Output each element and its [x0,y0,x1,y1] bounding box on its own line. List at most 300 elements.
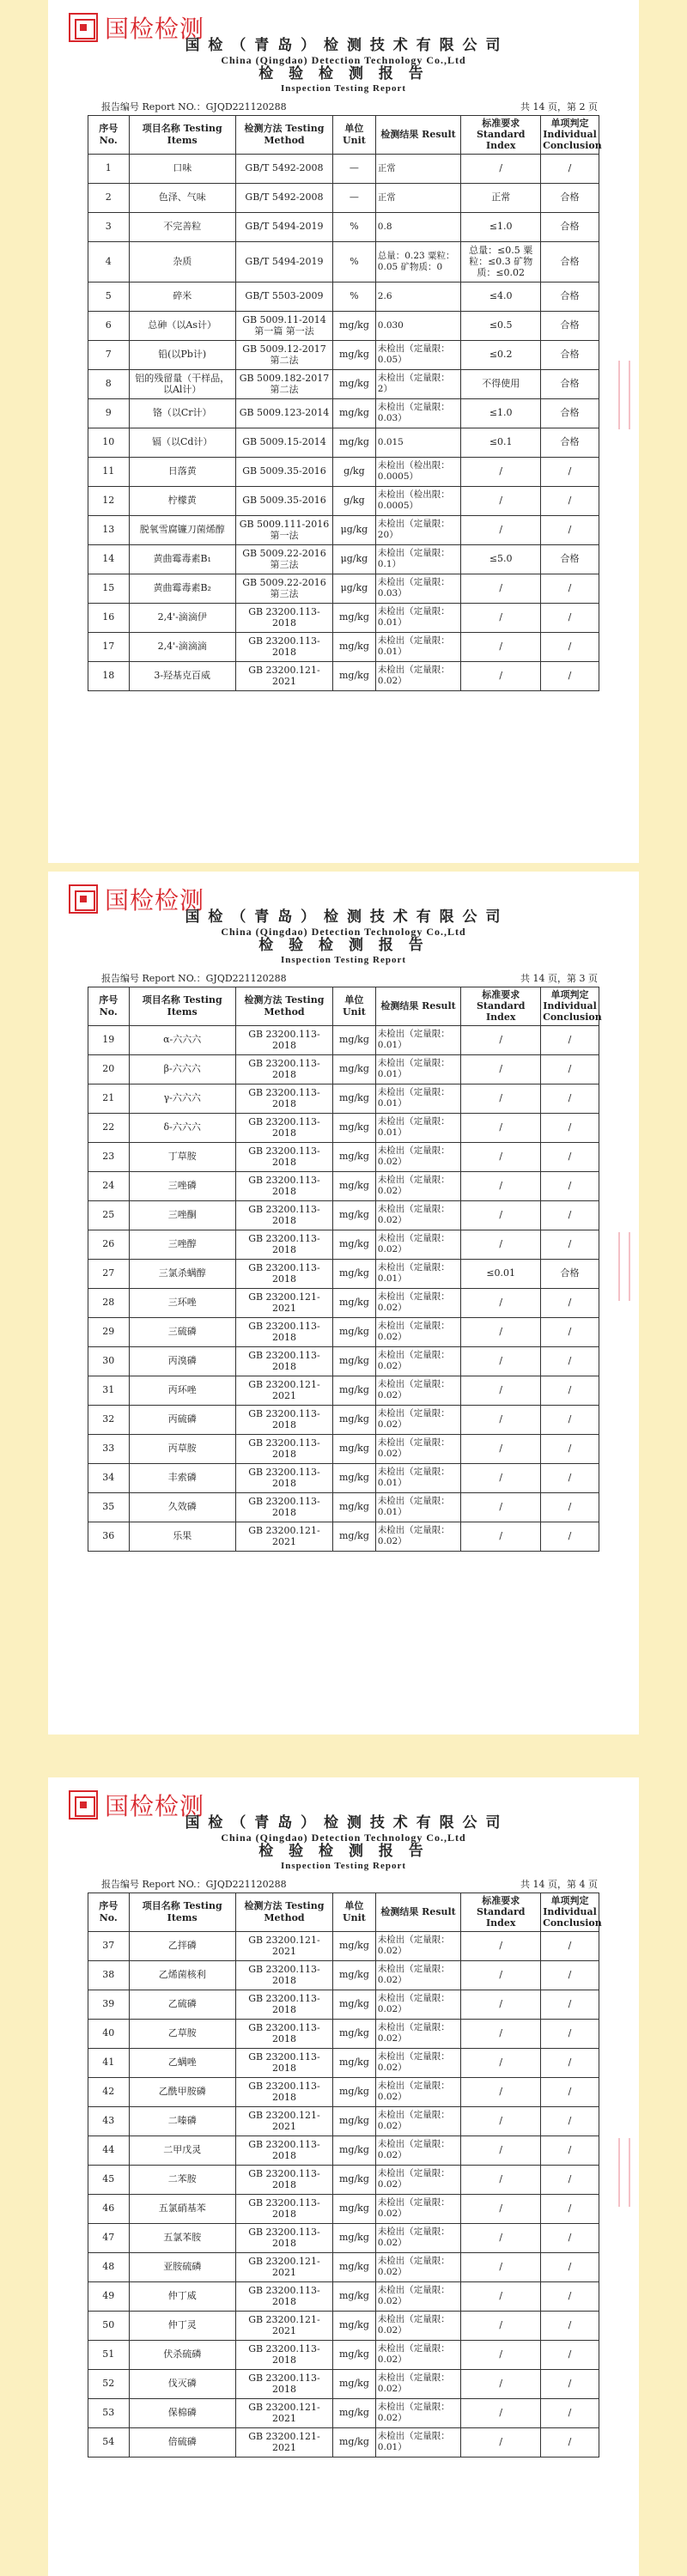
table-cell: 48 [88,2252,130,2281]
table-cell: mg/kg [333,1522,376,1551]
table-row [88,311,599,340]
table-cell: / [541,457,599,486]
report-title-cn: 检 验 检 测 报 告 [258,65,429,83]
table-cell: μg/kg [333,574,376,603]
table-row [88,241,599,282]
table-cell: 2 [88,183,130,212]
table-cell: / [541,2369,599,2398]
column-header: 检测方法 Testing Method [235,987,332,1025]
table-cell: GB 23200.113-2018 [235,2369,332,2398]
table-cell: 丙环唑 [129,1376,235,1405]
table-cell: / [461,154,541,183]
table-cell: 乙螨唑 [129,2048,235,2077]
logo-text: 国检检测 [105,886,205,914]
table-cell: GB 23200.113-2018 [235,1960,332,1990]
table-cell: / [461,1522,541,1551]
table-row [88,1463,599,1492]
table-cell: 未检出（定量限：0.02） [375,2369,461,2398]
table-cell: / [541,1025,599,1054]
table-cell: GB 23200.121-2021 [235,2106,332,2136]
table-cell: 24 [88,1171,130,1200]
table-cell: 5 [88,282,130,311]
table-cell: % [333,241,376,282]
table-cell: / [541,2427,599,2457]
table-cell: 未检出（定量限：0.02） [375,1990,461,2019]
table-cell: mg/kg [333,428,376,457]
table-cell: / [541,603,599,632]
report-number: 报告编号 Report NO.：GJQD221120288 [101,100,287,112]
table-cell: 保棉磷 [129,2398,235,2427]
table-cell: 8 [88,369,130,398]
table-row [88,1259,599,1288]
table-cell: 未检出（定量限：0.02） [375,1960,461,1990]
table-cell: 28 [88,1288,130,1317]
table-row [88,1200,599,1230]
table-cell: 54 [88,2427,130,2457]
table-cell: 未检出（定量限：0.02） [375,1171,461,1200]
company-name-cn: 国 检 （ 青 岛 ） 检 测 技 术 有 限 公 司 [185,37,502,54]
table-cell: / [461,1171,541,1200]
report-meta [88,100,599,115]
column-header: 单位 Unit [333,115,376,154]
report-meta [88,1877,599,1893]
table-cell: / [461,1230,541,1259]
table-cell: / [541,1346,599,1376]
table-cell: GB 5009.11-2014 第一篇 第一法 [235,311,332,340]
table-row [88,2194,599,2223]
table-cell: / [541,1230,599,1259]
table-cell: / [461,1288,541,1317]
table-cell: 未检出（定量限：0.01） [375,603,461,632]
table-row [88,1113,599,1142]
table-cell: / [541,661,599,690]
column-header: 序号 No. [88,1893,130,1931]
table-row [88,212,599,241]
table-cell: / [461,1931,541,1960]
table-cell: / [461,2398,541,2427]
table-row [88,2106,599,2136]
table-cell: / [541,1288,599,1317]
table-cell: GB 23200.113-2018 [235,2136,332,2165]
table-cell: 未检出（定量限：0.01） [375,2427,461,2457]
table-cell: mg/kg [333,1405,376,1434]
table-cell: mg/kg [333,1931,376,1960]
table-cell: 19 [88,1025,130,1054]
table-cell: / [461,515,541,544]
table-cell: 0.030 [375,311,461,340]
table-cell: 2,4'-滴滴滴 [129,632,235,661]
table-cell: 未检出（定量限：0.02） [375,2340,461,2369]
table-cell: / [541,2281,599,2311]
table-cell: ≤1.0 [461,212,541,241]
table-cell: 未检出（检出限：0.0005） [375,486,461,515]
table-cell: / [541,2194,599,2223]
table-cell: 正常 [375,183,461,212]
table-cell: 未检出（定量限：0.02） [375,661,461,690]
results-table [88,115,602,691]
table-cell: 37 [88,1931,130,1960]
company-logo [69,10,204,45]
table-cell: 五氯苯胺 [129,2223,235,2252]
table-cell: / [541,2398,599,2427]
table-cell: 未检出（定量限：0.02） [375,2398,461,2427]
table-cell: / [541,1960,599,1990]
page-info: 共 14 页，第 4 页 [520,1878,598,1890]
table-row [88,661,599,690]
table-cell: / [541,2252,599,2281]
table-cell: GB 23200.121-2021 [235,661,332,690]
table-cell: 二甲戊灵 [129,2136,235,2165]
table-cell: 伐灭磷 [129,2369,235,2398]
table-cell: GB 23200.121-2021 [235,2427,332,2457]
table-cell: 未检出（定量限：0.03） [375,398,461,428]
column-header: 检测结果 Result [375,1893,461,1931]
logo-mark-icon [69,884,98,914]
table-cell: mg/kg [333,1084,376,1113]
table-cell: GB 23200.113-2018 [235,1200,332,1230]
table-cell: 伏杀硫磷 [129,2340,235,2369]
company-name-en: China (Qingdao) Detection Technology Co.,Ltd [221,925,466,938]
table-cell: 1 [88,154,130,183]
table-cell: / [461,2048,541,2077]
table-cell: GB 23200.113-2018 [235,1405,332,1434]
table-row [88,603,599,632]
table-row [88,398,599,428]
table-row [88,544,599,574]
table-cell: 未检出（定量限：0.03） [375,574,461,603]
report-number: 报告编号 Report NO.：GJQD221120288 [101,1878,287,1890]
table-cell: mg/kg [333,1990,376,2019]
company-logo [69,1788,204,1822]
report-meta [88,971,599,987]
table-cell: 二嗪磷 [129,2106,235,2136]
table-cell: / [541,1317,599,1346]
table-cell: 未检出（定量限：0.02） [375,1376,461,1405]
table-cell: 34 [88,1463,130,1492]
table-cell: 30 [88,1346,130,1376]
table-cell: / [541,1990,599,2019]
table-cell: % [333,282,376,311]
table-cell: mg/kg [333,632,376,661]
company-name-cn: 国 检 （ 青 岛 ） 检 测 技 术 有 限 公 司 [185,908,502,926]
table-cell: 未检出（定量限：20） [375,515,461,544]
table-cell: GB 23200.121-2021 [235,2252,332,2281]
table-cell: 25 [88,1200,130,1230]
table-cell: mg/kg [333,2281,376,2311]
table-cell: 14 [88,544,130,574]
table-cell: mg/kg [333,1142,376,1171]
table-cell: 0.015 [375,428,461,457]
table-cell: GB/T 5494-2019 [235,241,332,282]
table-row [88,1054,599,1084]
table-cell: 未检出（定量限：0.02） [375,2019,461,2048]
table-cell: GB 23200.113-2018 [235,2048,332,2077]
table-cell: 合格 [541,398,599,428]
table-cell: mg/kg [333,2398,376,2427]
table-cell: — [333,183,376,212]
table-cell: 未检出（定量限：0.02） [375,2048,461,2077]
table-row [88,1376,599,1405]
table-cell: 11 [88,457,130,486]
table-cell: μg/kg [333,515,376,544]
table-cell: 未检出（定量限：0.02） [375,2194,461,2223]
table-cell: / [461,1492,541,1522]
table-row [88,574,599,603]
table-cell: / [461,1463,541,1492]
table-cell: 未检出（定量限：0.02） [375,1142,461,1171]
table-cell: 仲丁威 [129,2281,235,2311]
table-cell: / [461,2223,541,2252]
table-cell: GB 5009.12-2017 第二法 [235,340,332,369]
table-cell: / [541,2077,599,2106]
table-row [88,340,599,369]
table-cell: mg/kg [333,1492,376,1522]
table-cell: 27 [88,1259,130,1288]
table-cell: GB 23200.113-2018 [235,1492,332,1522]
table-cell: 三环唑 [129,1288,235,1317]
table-cell: / [461,1025,541,1054]
table-cell: 53 [88,2398,130,2427]
table-cell: 29 [88,1317,130,1346]
table-row [88,2019,599,2048]
table-row [88,369,599,398]
table-cell: / [541,1113,599,1142]
table-cell: 合格 [541,311,599,340]
table-row [88,1434,599,1463]
table-cell: 铬（以Cr计） [129,398,235,428]
table-cell: / [461,1142,541,1171]
table-row [88,1084,599,1113]
table-cell: 未检出（定量限：0.01） [375,1259,461,1288]
table-cell: mg/kg [333,1171,376,1200]
table-cell: 51 [88,2340,130,2369]
column-header: 标准要求 Standard Index [461,115,541,154]
table-row [88,183,599,212]
page-info: 共 14 页，第 2 页 [520,100,598,112]
table-cell: 未检出（定量限：0.01） [375,632,461,661]
table-cell: 未检出（定量限：0.02） [375,1405,461,1434]
column-header: 检测方法 Testing Method [235,1893,332,1931]
table-row [88,457,599,486]
table-cell: 18 [88,661,130,690]
table-row [88,1346,599,1376]
table-cell: ≤0.1 [461,428,541,457]
table-cell: 40 [88,2019,130,2048]
table-row [88,2427,599,2457]
table-cell: 6 [88,311,130,340]
report-page [48,1777,639,2576]
table-cell: 未检出（定量限：0.02） [375,1317,461,1346]
table-cell: 丙草胺 [129,1434,235,1463]
table-cell: GB 5009.111-2016第一法 [235,515,332,544]
table-cell: mg/kg [333,1317,376,1346]
table-cell: GB 23200.121-2021 [235,1288,332,1317]
table-cell: 45 [88,2165,130,2194]
table-cell: / [541,1492,599,1522]
table-cell: 44 [88,2136,130,2165]
table-cell: / [461,2311,541,2340]
table-cell: GB 23200.113-2018 [235,2165,332,2194]
table-cell: 柠檬黄 [129,486,235,515]
table-cell: GB 5009.22-2016 第三法 [235,544,332,574]
table-cell: 未检出（定量限：0.02） [375,1346,461,1376]
company-name-en: China (Qingdao) Detection Technology Co.,Ltd [221,1831,466,1844]
table-cell: / [461,1054,541,1084]
table-cell: 合格 [541,369,599,398]
table-cell: / [461,2369,541,2398]
table-cell: 色泽、气味 [129,183,235,212]
table-cell: GB 5009.35-2016 [235,486,332,515]
table-cell: 未检出（检出限：0.0005） [375,457,461,486]
table-cell: 7 [88,340,130,369]
table-cell: / [541,2136,599,2165]
table-cell: 未检出（定量限：0.02） [375,1230,461,1259]
table-row [88,486,599,515]
table-cell: 47 [88,2223,130,2252]
table-cell: 正常 [461,183,541,212]
table-cell: GB 23200.113-2018 [235,2077,332,2106]
table-cell: 13 [88,515,130,544]
table-cell: 未检出（定量限：0.02） [375,1931,461,1960]
table-cell: 33 [88,1434,130,1463]
results-table [88,987,602,1552]
seal-stamp-edge [618,2138,630,2207]
table-cell: 0.8 [375,212,461,241]
table-cell: 22 [88,1113,130,1142]
table-cell: 合格 [541,282,599,311]
table-cell: g/kg [333,457,376,486]
table-cell: 亚胺硫磷 [129,2252,235,2281]
seal-stamp-edge [618,361,630,429]
table-row [88,1288,599,1317]
table-cell: / [541,1376,599,1405]
table-cell: mg/kg [333,2194,376,2223]
company-logo [69,882,204,916]
table-cell: / [461,2340,541,2369]
table-cell: / [461,1405,541,1434]
table-cell: ≤4.0 [461,282,541,311]
table-cell: / [541,1200,599,1230]
table-cell: GB 23200.113-2018 [235,1084,332,1113]
table-cell: 3 [88,212,130,241]
table-row [88,1317,599,1346]
table-cell: / [461,2019,541,2048]
table-cell: 未检出（定量限：0.02） [375,1288,461,1317]
table-cell: mg/kg [333,2136,376,2165]
table-cell: % [333,212,376,241]
column-header: 检测结果 Result [375,115,461,154]
table-cell: 32 [88,1405,130,1434]
table-cell: 丁草胺 [129,1142,235,1171]
report-page [48,872,639,1735]
table-cell: / [461,2194,541,2223]
table-cell: GB/T 5503-2009 [235,282,332,311]
table-cell: 未检出（定量限：0.01） [375,1113,461,1142]
table-cell: / [461,1346,541,1376]
table-cell: 未检出（定量限：0.02） [375,2311,461,2340]
table-cell: 脱氧雪腐镰刀菌烯醇 [129,515,235,544]
table-cell: 未检出（定量限：0.02） [375,1522,461,1551]
table-cell: γ-六六六 [129,1084,235,1113]
table-cell: 50 [88,2311,130,2340]
table-cell: mg/kg [333,603,376,632]
table-cell: mg/kg [333,2106,376,2136]
table-cell: 17 [88,632,130,661]
table-cell: GB 23200.113-2018 [235,632,332,661]
column-header: 序号 No. [88,987,130,1025]
table-row [88,428,599,457]
table-cell: 未检出（定量限：0.02） [375,2106,461,2136]
table-cell: mg/kg [333,2311,376,2340]
report-title-en: Inspection Testing Report [280,82,407,94]
table-cell: / [541,2165,599,2194]
table-cell: 46 [88,2194,130,2223]
table-row [88,2340,599,2369]
table-cell: GB 23200.113-2018 [235,2019,332,2048]
table-cell: GB 23200.121-2021 [235,1522,332,1551]
table-cell: / [541,1522,599,1551]
table-cell: mg/kg [333,1200,376,1230]
table-cell: / [461,457,541,486]
table-cell: 49 [88,2281,130,2311]
column-header: 单位 Unit [333,987,376,1025]
table-cell: 五氯硝基苯 [129,2194,235,2223]
report-title-cn: 检 验 检 测 报 告 [258,1843,429,1861]
table-cell: 未检出（定量限：0.02） [375,2281,461,2311]
table-cell: / [461,603,541,632]
table-cell: ≤5.0 [461,544,541,574]
table-cell: 乙草胺 [129,2019,235,2048]
table-cell: ≤1.0 [461,398,541,428]
table-cell: mg/kg [333,2223,376,2252]
table-cell: 口味 [129,154,235,183]
results-table [88,1893,602,2458]
table-cell: α-六六六 [129,1025,235,1054]
table-cell: 乙酰甲胺磷 [129,2077,235,2106]
table-cell: 三唑醇 [129,1230,235,1259]
table-cell: 21 [88,1084,130,1113]
table-cell: 未检出（定量限：2） [375,369,461,398]
table-cell: GB 23200.121-2021 [235,1931,332,1960]
table-cell: mg/kg [333,661,376,690]
table-cell: mg/kg [333,1113,376,1142]
table-row [88,1405,599,1434]
table-cell: 31 [88,1376,130,1405]
table-cell: / [461,1200,541,1230]
report-title-en: Inspection Testing Report [280,954,407,965]
table-cell: 杂质 [129,241,235,282]
table-cell: 未检出（定量限：0.01） [375,1084,461,1113]
table-cell: mg/kg [333,2427,376,2457]
column-header: 检测结果 Result [375,987,461,1025]
table-cell: / [541,486,599,515]
table-cell: 正常 [375,154,461,183]
table-cell: 丙溴磷 [129,1346,235,1376]
table-cell: 合格 [541,544,599,574]
table-cell: 丙硫磷 [129,1405,235,1434]
table-cell: 未检出（定量限：0.02） [375,2223,461,2252]
table-cell: / [461,1317,541,1346]
table-row [88,282,599,311]
table-cell: 9 [88,398,130,428]
table-cell: / [541,2048,599,2077]
table-cell: 黄曲霉毒素B₁ [129,544,235,574]
table-header-row [88,1893,599,1931]
table-cell: 铅(以Pb计) [129,340,235,369]
table-cell: 12 [88,486,130,515]
table-cell: 未检出（定量限：0.01） [375,1054,461,1084]
table-row [88,1960,599,1990]
